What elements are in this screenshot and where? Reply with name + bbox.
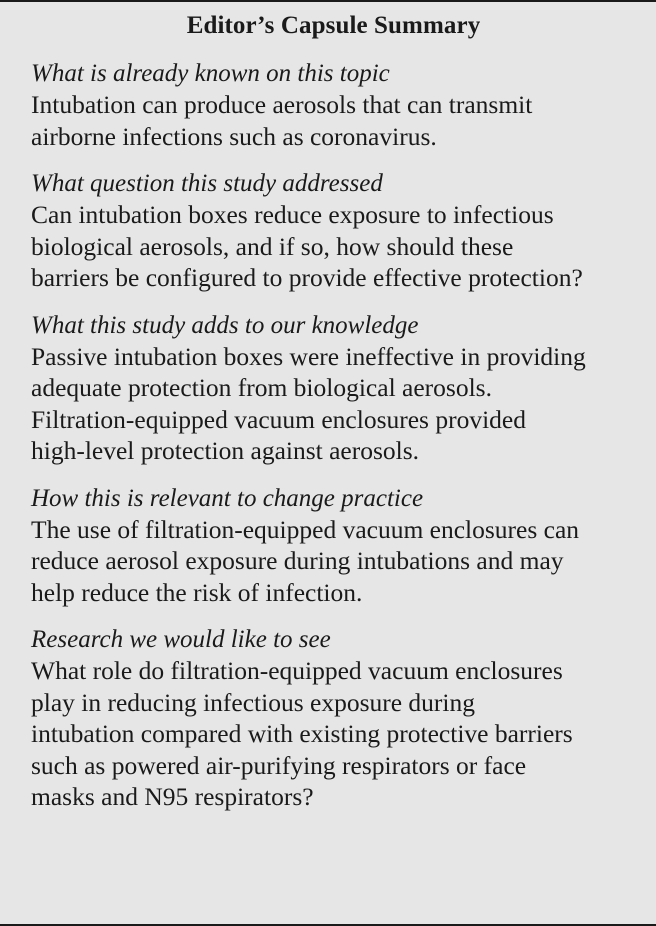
section-research-wanted (31, 624, 636, 813)
body-line: masks and N95 respirators? (31, 782, 314, 811)
body-line: What role do filtration-equipped vacuum enclosures (31, 656, 563, 685)
section-relevance-practice (31, 483, 636, 609)
section-heading: What is already known on this topic (31, 60, 390, 87)
section-body (31, 199, 636, 294)
section-already-known (31, 58, 636, 152)
body-line: Passive intubation boxes were ineffective in providing (31, 341, 586, 371)
section-body (31, 341, 636, 467)
body-line: Intubation can produce aerosols that can transmit (31, 90, 533, 119)
body-line: barriers be configured to provide effective protection? (31, 263, 583, 292)
section-body (31, 514, 636, 609)
section-body (31, 89, 636, 152)
body-line: reduce aerosol exposure during intubations and may (31, 546, 564, 575)
section-heading: What this study adds to our knowledge (31, 311, 419, 339)
section-heading: Research we would like to see (31, 626, 331, 653)
section-heading: How this is relevant to change practice (31, 484, 424, 512)
section-body (31, 655, 636, 813)
body-line: intubation compared with existing protective barriers (31, 719, 573, 748)
capsule-title: Editor’s Capsule Summary (186, 12, 481, 39)
section-question-addressed (31, 168, 636, 294)
body-line: airborne infections such as coronavirus. (31, 121, 437, 151)
body-line: biological aerosols, and if so, how should these (31, 231, 514, 261)
body-line: The use of filtration-equipped vacuum enclosures can (31, 514, 580, 544)
section-heading: What question this study addressed (31, 170, 383, 197)
body-line: adequate protection from biological aerosols. (31, 373, 492, 402)
body-line: Filtration-equipped vacuum enclosures provided (31, 404, 526, 434)
body-line: Can intubation boxes reduce exposure to infectious (31, 200, 554, 229)
body-line: help reduce the risk of infection. (31, 577, 363, 607)
body-line: such as powered air-purifying respirators or face (31, 750, 527, 780)
body-line: play in reducing infectious exposure during (31, 687, 476, 717)
body-line: high-level protection against aerosols. (31, 436, 420, 465)
section-study-adds (31, 310, 636, 467)
